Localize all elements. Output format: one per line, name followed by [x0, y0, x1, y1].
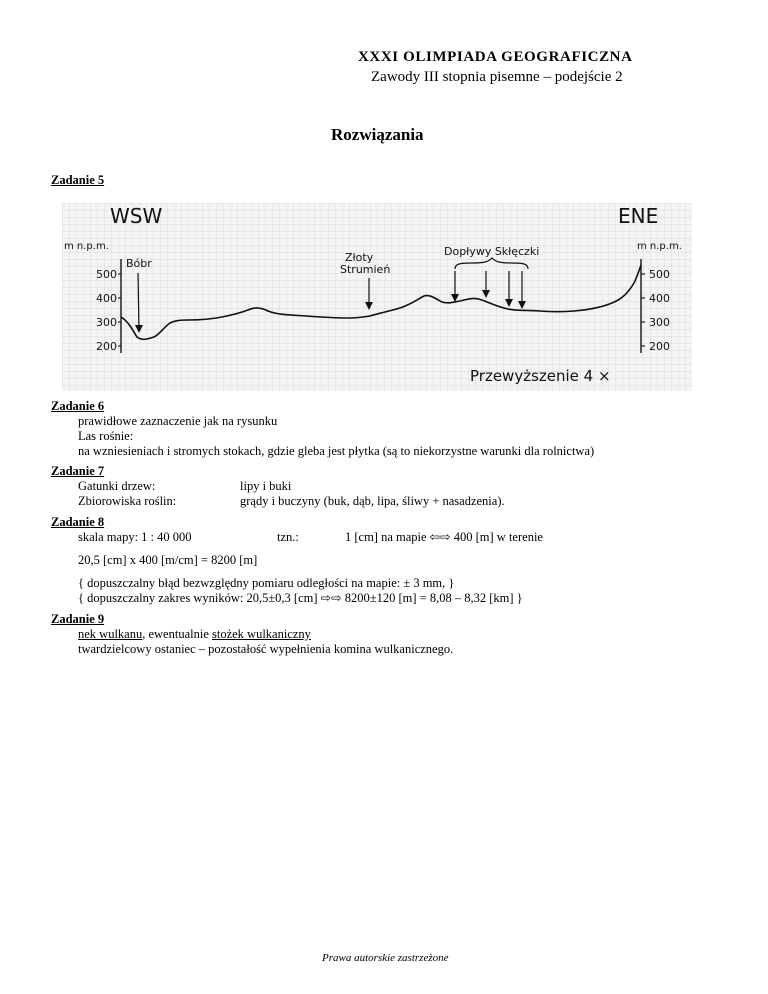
page-title: Rozwiązania	[331, 125, 424, 144]
label-zloty-1: Złoty	[345, 251, 374, 264]
tick-right-200: 200	[649, 340, 670, 353]
zadanie-8-heading: Zadanie 8	[51, 515, 105, 529]
z7-key-2: Zbiorowiska roślin:	[78, 494, 177, 508]
answer-stozek-wulkaniczny: stożek wulkaniczny	[212, 627, 311, 641]
label-doplywy: Dopływy Skłęczki	[444, 245, 540, 258]
label-zloty-2: Strumień	[340, 263, 391, 276]
z9-connector: , ewentualnie	[142, 627, 212, 641]
graph-paper-grid	[62, 203, 692, 391]
z7-key-1: Gatunki drzew:	[78, 479, 156, 493]
tick-right-500: 500	[649, 268, 670, 281]
z6-line-2: Las rośnie:	[78, 429, 134, 443]
dir-ene: ENE	[618, 204, 659, 228]
tick-left-500: 500	[96, 268, 117, 281]
copyright-footer: Prawa autorskie zastrzeżone	[322, 952, 449, 964]
z8-note-2: { dopuszczalny zakres wyników: 20,5±0,3 [cm] ⇨⇨ 8200±120 [m] = 8,08 – 8,32 [km] }	[78, 591, 523, 605]
z6-line-1: prawidłowe zaznaczenie jak na rysunku	[78, 414, 278, 428]
z8-note-1: { dopuszczalny błąd bezwzględny pomiaru odległości na mapie: ± 3 mm, }	[78, 576, 455, 590]
z7-value-1: lipy i buki	[240, 479, 292, 493]
tick-left-400: 400	[96, 292, 117, 305]
z8-calculation: 20,5 [cm] x 400 [m/cm] = 8200 [m]	[78, 553, 258, 567]
zadanie-6-heading: Zadanie 6	[51, 399, 105, 413]
label-exaggeration: Przewyższenie 4 ×	[470, 367, 611, 385]
tick-left-300: 300	[96, 316, 117, 329]
z9-line-2: twardzielcowy ostaniec – pozostałość wypełnienia komina wulkanicznego.	[78, 642, 454, 656]
stage-subtitle: Zawody III stopnia pisemne – podejście 2	[371, 69, 623, 85]
zadanie-7-heading: Zadanie 7	[51, 464, 105, 478]
tick-left-200: 200	[96, 340, 117, 353]
z8-scale: skala mapy: 1 : 40 000	[78, 530, 192, 544]
z6-line-3: na wzniesieniach i stromych stokach, gdzie gleba jest płytka (są to niekorzystne warunki dla rolnictwa)	[78, 444, 595, 458]
unit-right: m n.p.m.	[637, 241, 682, 252]
answer-nek-wulkanu: nek wulkanu	[78, 627, 143, 641]
z9-line-1	[78, 627, 311, 642]
zadanie-9-heading: Zadanie 9	[51, 612, 105, 626]
dir-wsw: WSW	[110, 204, 163, 228]
unit-left: m n.p.m.	[64, 241, 109, 252]
z8-equivalence: 1 [cm] na mapie ⇦⇨ 400 [m] w terenie	[345, 530, 543, 544]
z7-value-2: grądy i buczyny (buk, dąb, lipa, śliwy + nasadzenia).	[240, 494, 505, 508]
elevation-profile	[62, 203, 692, 391]
olympiad-title: XXXI OLIMPIADA GEOGRAFICZNA	[358, 49, 633, 65]
zadanie-5-heading: Zadanie 5	[51, 173, 105, 187]
label-bobr: Bóbr	[126, 257, 152, 270]
tick-right-300: 300	[649, 316, 670, 329]
z8-tzn: tzn.:	[277, 530, 299, 544]
tick-right-400: 400	[649, 292, 670, 305]
